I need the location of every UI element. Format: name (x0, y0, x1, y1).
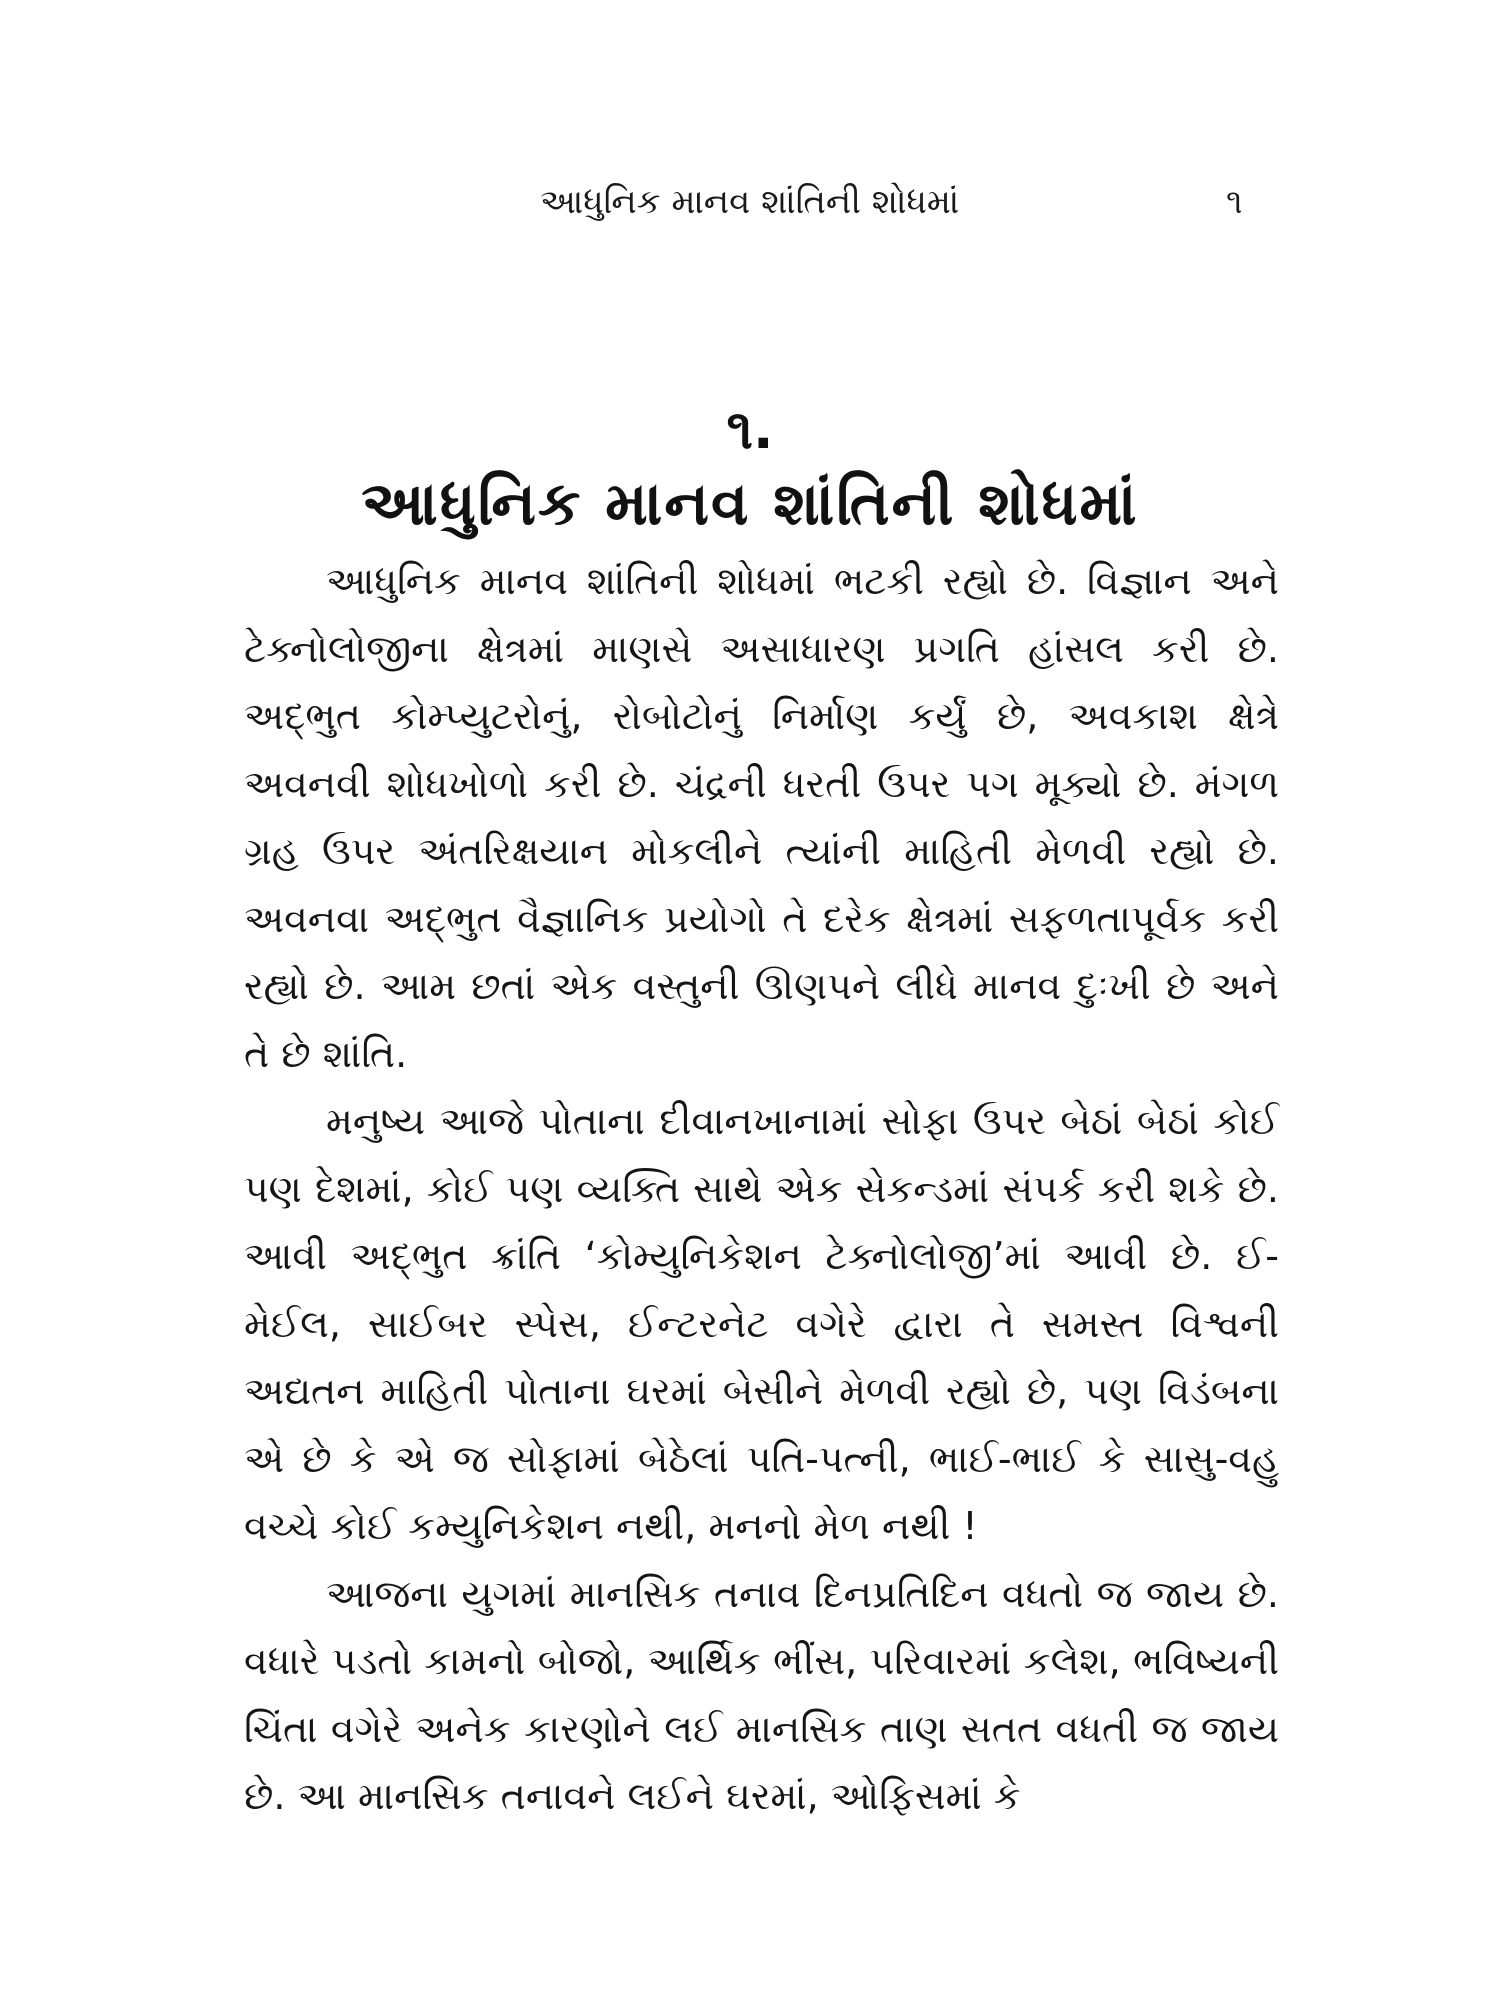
chapter-title: આધુનિક માનવ શાંતિની શોધમાં (361, 469, 1139, 539)
page-number: ૧ (1226, 182, 1243, 222)
body-text (244, 548, 1279, 1831)
paragraph: આજના યુગમાં માનસિક તનાવ દિનપ્રતિદિન વધતો જ જાય છે. વધારે પડતો કામનો બોજો, આર્થિક ભીંસ, પરિવારમાં કલેશ, ભવિષ્યની ચિંતા વગેરે અનેક કારણોને લઈ માનસિક તાણ સતત વધતી જ જાય છે. આ માનસિક તનાવને લઈને ઘરમાં, ઓફિસમાં કે (244, 1571, 1279, 1818)
paragraph: મનુષ્ય આજે પોતાના દીવાનખાનામાં સોફા ઉપર બેઠાં બેઠાં કોઈ પણ દેશમાં, કોઈ પણ વ્યક્તિ સાથે એક સેકન્ડમાં સંપર્ક કરી શકે છે. આવી અદ્‌ભુત ક્રાંતિ ‘કોમ્યુનિકેશન ટેક્નોલોજી’માં આવી છે. ઈ-મેઈલ, સાઈબર સ્પેસ, ઈન્ટરનેટ વગેરે દ્વારા તે સમસ્ત વિશ્વની અદ્યતન માહિતી પોતાના ઘરમાં બેસીને મેળવી રહ્યો છે, પણ વિડંબના એ છે કે એ જ સોફામાં બેઠેલાં પતિ-પત્ની, ભાઈ-ભાઈ કે સાસુ-વહુ વચ્ચે કોઈ કમ્યુનિકેશન નથી, મનનો મેળ નથી ! (244, 1099, 1279, 1548)
chapter-number: ૧. (726, 398, 774, 461)
paragraph: આધુનિક માનવ શાંતિની શોધમાં ભટકી રહ્યો છે. વિજ્ઞાન અને ટેક્નોલોજીના ક્ષેત્રમાં માણસે અસાધારણ પ્રગતિ હાંસલ કરી છે. અદ્‌ભુત કોમ્પ્યુટરોનું, રોબોટોનું નિર્માણ કર્યું છે, અવકાશ ક્ષેત્રે અવનવી શોધખોળો કરી છે. ચંદ્રની ધરતી ઉપર પગ મૂક્યો છે. મંગળ ગ્રહ ઉપર અંતરિક્ષયાન મોકલીને ત્યાંની માહિતી મેળવી રહ્યો છે. અવનવા અદ્‌ભુત વૈજ્ઞાનિક પ્રયોગો તે દરેક ક્ષેત્રમાં સફળતાપૂર્વક કરી રહ્યો છે. આમ છતાં એક વસ્તુની ઊણપને લીધે માનવ દુઃખી છે અને તે છે શાંતિ. (244, 559, 1279, 1076)
running-header: આધુનિક માનવ શાંતિની શોધમાં (540, 182, 960, 222)
